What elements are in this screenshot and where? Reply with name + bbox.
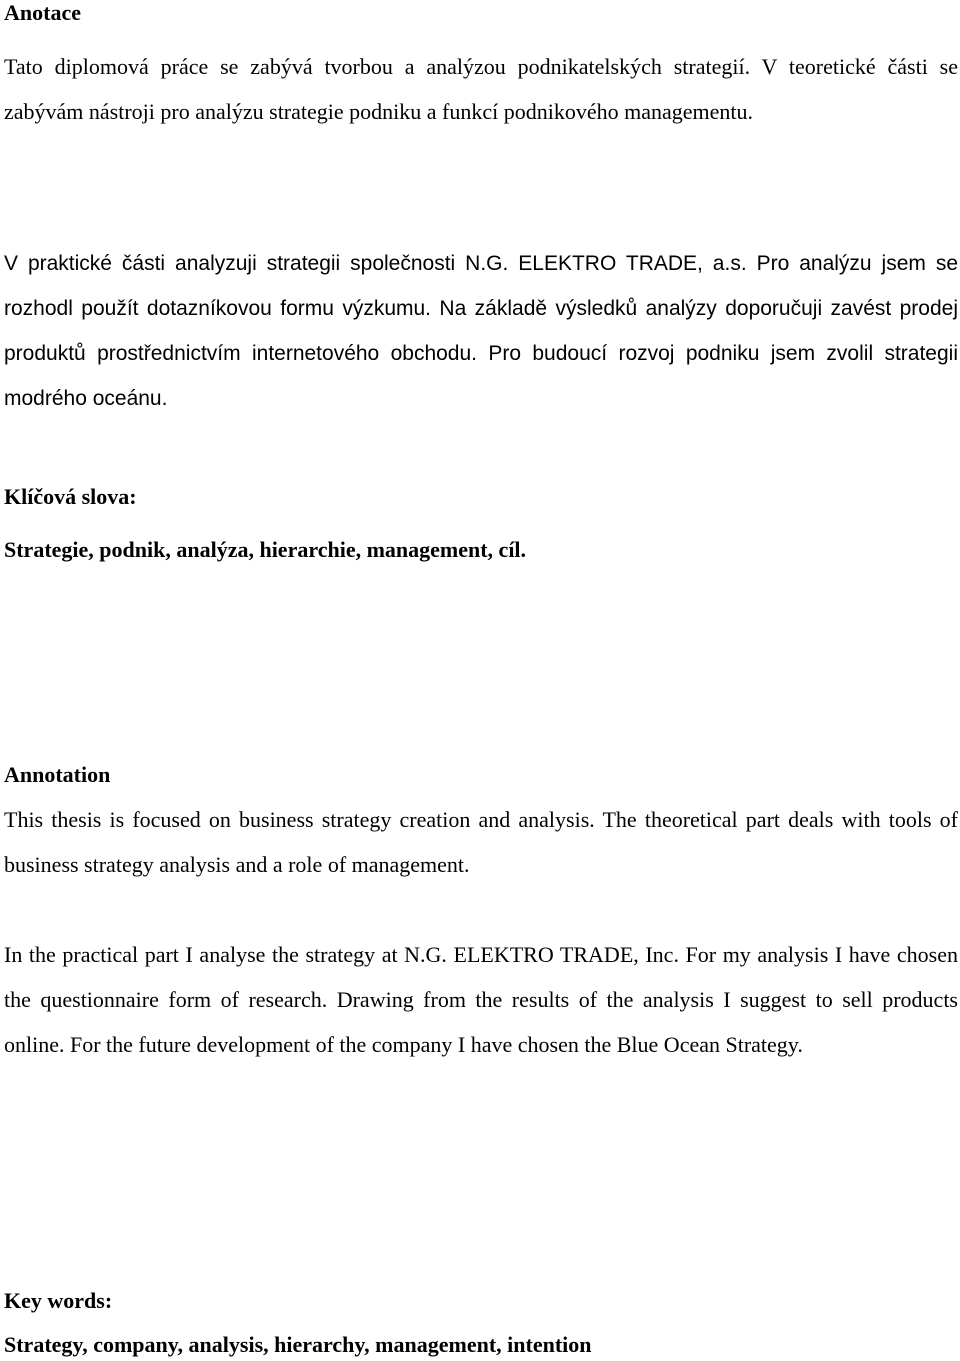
czech-keywords-label-block [4, 484, 958, 510]
czech-keywords-block [4, 537, 958, 563]
czech-heading: Anotace [4, 0, 81, 25]
czech-para-2-text: V praktické části analyzuji strategii společnosti N.G. ELEKTRO TRADE, a.s. Pro analýzu jsem se rozhodl použít dotazníkovou formu výzkumu. Na základě výsledků analýzy doporučuji zavést prodej produktů prostřednictvím internetového obchodu. Pro budoucí rozvoj podniku jsem zvolil strategii modrého oceánu. [4, 252, 958, 410]
czech-keywords: Strategie, podnik, analýza, hierarchie, management, cíl. [4, 537, 527, 562]
english-paragraph-1 [4, 797, 958, 887]
czech-keywords-label: Klíčová slova: [4, 484, 137, 509]
czech-paragraph-2 [4, 241, 958, 421]
czech-paragraph-1 [4, 44, 958, 134]
english-paragraph-2 [4, 932, 958, 1067]
english-keywords: Strategy, company, analysis, hierarchy, management, intention [4, 1332, 592, 1357]
english-keywords-block [4, 1332, 958, 1358]
english-heading-block [4, 762, 958, 788]
english-keywords-label-block [4, 1288, 958, 1314]
czech-para-1-text: Tato diplomová práce se zabývá tvorbou a analýzou podnikatelských strategií. V teoretické části se zabývám nástroji pro analýzu strategie podniku a funkcí podnikového managementu. [4, 54, 958, 124]
english-para-1-text: This thesis is focused on business strategy creation and analysis. The theoretical part deals with tools of business strategy analysis and a role of management. [4, 807, 958, 877]
czech-heading-block [4, 0, 958, 26]
english-para-2-text: In the practical part I analyse the strategy at N.G. ELEKTRO TRADE, Inc. For my analysis I have chosen the questionnaire form of research. Drawing from the results of the analysis I suggest to sell products online. For the future development of the company I have chosen the Blue Ocean Strategy. [4, 942, 958, 1057]
english-heading: Annotation [4, 762, 111, 787]
english-keywords-label: Key words: [4, 1288, 113, 1313]
